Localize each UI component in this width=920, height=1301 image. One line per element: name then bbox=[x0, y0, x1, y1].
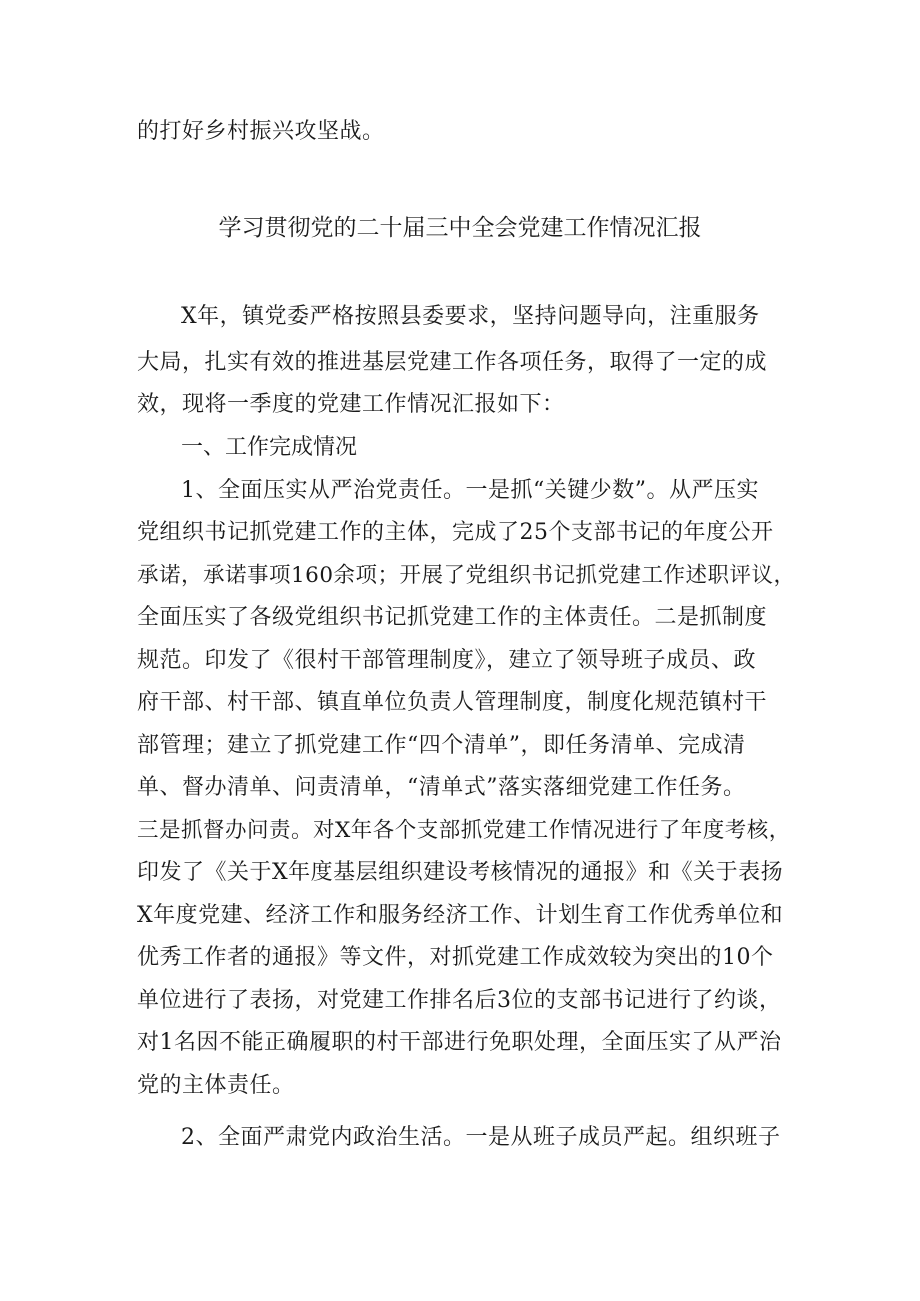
intro-line: X年，镇党委严格按照县委要求，坚持问题导向，注重服务 bbox=[181, 304, 760, 329]
item1-line: X年度党建、经济工作和服务经济工作、计划生育工作优秀单位和 bbox=[137, 903, 784, 928]
item1-line: 党组织书记抓党建工作的主体，完成了25个支部书记的年度公开 bbox=[137, 520, 774, 545]
item1-line: 单、督办清单、问责清单，“清单式”落实落细党建工作任务。 bbox=[137, 775, 746, 800]
item1-line: 部管理；建立了抓党建工作“四个清单”，即任务清单、完成清 bbox=[137, 733, 746, 758]
item1-line: 印发了《关于X年度基层组织建设考核情况的通报》和《关于表扬 bbox=[137, 860, 784, 885]
intro-line: 效，现将一季度的党建工作情况汇报如下： bbox=[137, 392, 565, 417]
document-title: 学习贯彻党的二十届三中全会党建工作情况汇报 bbox=[218, 215, 702, 241]
item1-line: 全面压实了各级党组织书记抓党建工作的主体责任。二是抓制度 bbox=[137, 605, 768, 630]
section-heading: 一、工作完成情况 bbox=[181, 435, 358, 460]
item1-line: 对1名因不能正确履职的村干部进行免职处理，全面压实了从严治 bbox=[137, 1030, 782, 1055]
item1-line: 规范。印发了《很村干部管理制度》，建立了领导班子成员、政 bbox=[137, 648, 757, 673]
item1-line: 府干部、村干部、镇直单位负责人管理制度，制度化规范镇村干 bbox=[137, 690, 768, 715]
item2-line: 2、全面严肃党内政治生活。一是从班子成员严起。组织班子 bbox=[181, 1125, 781, 1150]
intro-line: 大局，扎实有效的推进基层党建工作各项任务，取得了一定的成 bbox=[137, 350, 768, 375]
item1-line: 1、全面压实从严治党责任。一是抓“关键少数”。从严压实 bbox=[181, 478, 759, 503]
item1-line: 三是抓督办问责。对X年各个支部抓党建工作情况进行了年度考核， bbox=[137, 818, 791, 843]
continuation-text: 的打好乡村振兴攻坚战。 bbox=[137, 119, 385, 144]
item1-line: 优秀工作者的通报》等文件，对抓党建工作成效较为突出的10个 bbox=[137, 945, 774, 970]
item1-line: 单位进行了表扬，对党建工作排名后3位的支部书记进行了约谈， bbox=[137, 988, 782, 1013]
item1-line: 承诺，承诺事项160余项；开展了党组织书记抓党建工作述职评议， bbox=[137, 563, 796, 588]
item1-line: 党的主体责任。 bbox=[137, 1073, 295, 1098]
